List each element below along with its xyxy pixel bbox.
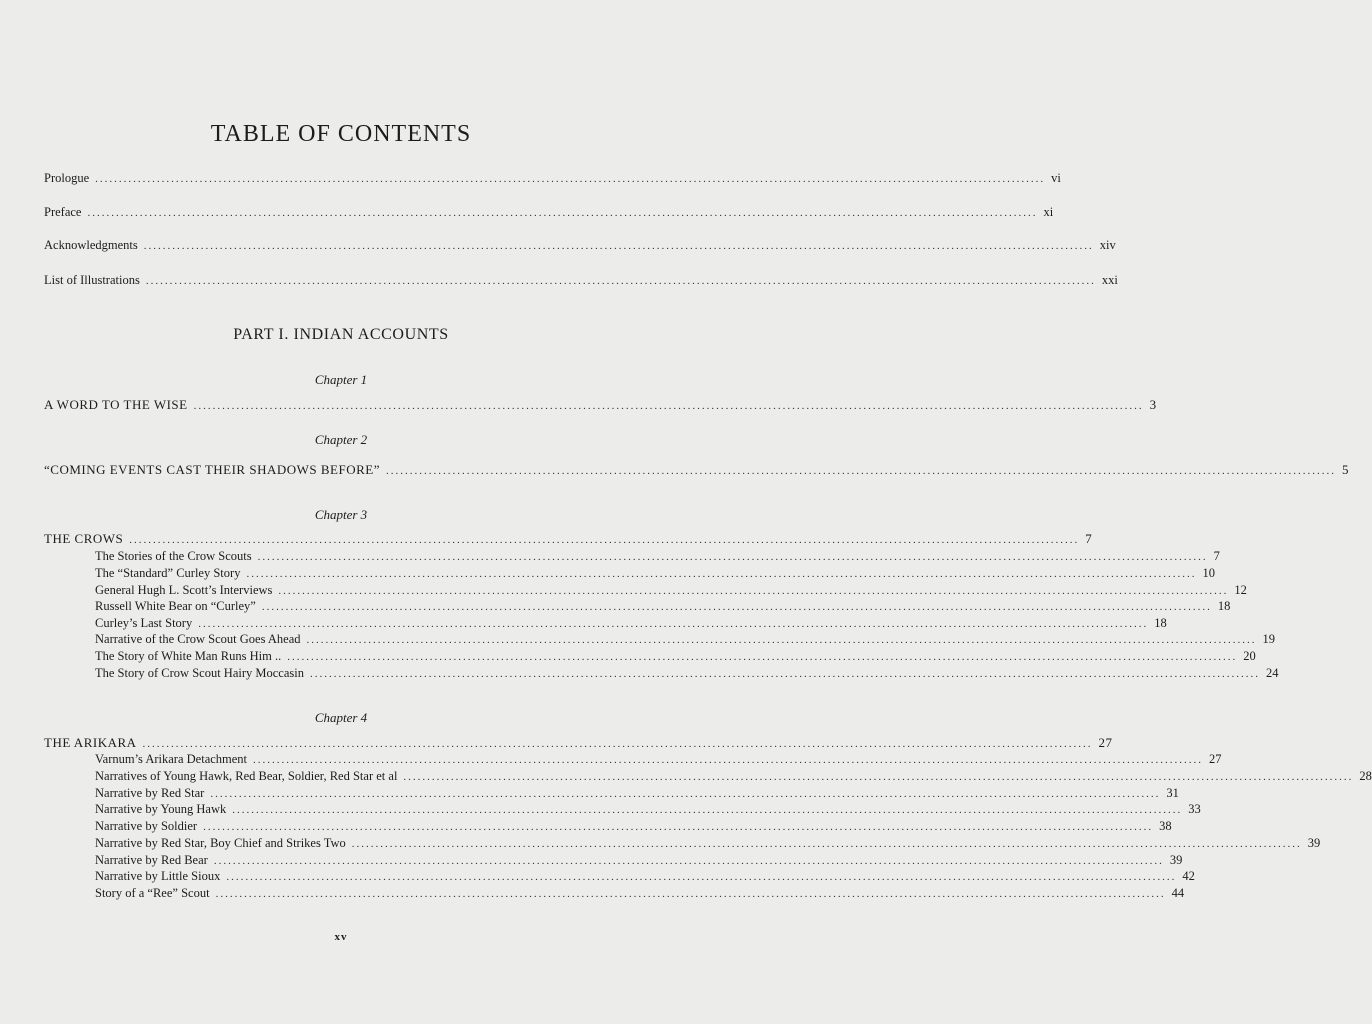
dot-leader: ........................................................................................................................................................................................................ [129, 534, 1080, 546]
toc-subentry [95, 666, 1279, 681]
toc-subentry [95, 786, 1179, 801]
chapter-title-row [44, 531, 1093, 547]
toc-subentry [95, 632, 1275, 647]
entry-label: Story of a “Ree” Scout [95, 886, 210, 900]
entry-page: 27 [1209, 752, 1222, 766]
entry-label: Preface [44, 205, 82, 219]
chapter-title: “COMING EVENTS CAST THEIR SHADOWS BEFORE” [44, 462, 380, 477]
entry-label: Narrative by Little Sioux [95, 869, 221, 883]
entry-label: Narrative by Young Hawk [95, 802, 227, 816]
entry-page: 24 [1266, 666, 1279, 680]
entry-page: 31 [1166, 786, 1179, 800]
entry-label: Narratives of Young Hawk, Red Bear, Soldier, Red Star et al [95, 769, 398, 783]
entry-page: 7 [1213, 549, 1220, 563]
dot-leader: ........................................................................................................................................................................................................ [95, 173, 1046, 185]
entry-page: 42 [1182, 869, 1195, 883]
entry-label: Narrative of the Crow Scout Goes Ahead [95, 632, 301, 646]
entry-label: Varnum’s Arikara Detachment [95, 752, 248, 766]
chapter-title-row [44, 462, 1349, 478]
dot-leader: ........................................................................................................................................................................................................ [215, 888, 1166, 900]
entry-page: xiv [1099, 238, 1116, 252]
entry-page: 19 [1262, 632, 1275, 646]
dot-leader: ........................................................................................................................................................................................................ [87, 207, 1038, 219]
dot-leader: ........................................................................................................................................................................................................ [253, 754, 1204, 766]
toc-subentry [95, 649, 1256, 664]
chapter-title: THE CROWS [44, 531, 124, 546]
dot-leader: ........................................................................................................................................................................................................ [142, 738, 1093, 750]
toc-subentry [95, 802, 1201, 817]
entry-label: Narrative by Red Bear [95, 853, 208, 867]
entry-page: vi [1051, 171, 1061, 185]
dot-leader: ........................................................................................................................................................................................................ [213, 855, 1164, 867]
entry-page: 38 [1159, 819, 1172, 833]
toc-subentry [95, 869, 1195, 884]
dot-leader: ........................................................................................................................................................................................................ [198, 618, 1149, 630]
entry-label: The Stories of the Crow Scouts [95, 549, 252, 563]
chapter-page: 27 [1098, 735, 1113, 750]
page-number: xv [334, 931, 348, 943]
chapter-label: Chapter 3 [314, 507, 368, 522]
dot-leader: ........................................................................................................................................................................................................ [232, 804, 1183, 816]
chapter-page: 5 [1342, 462, 1349, 477]
dot-leader: ........................................................................................................................................................................................................ [261, 601, 1212, 613]
dot-leader: ........................................................................................................................................................................................................ [226, 871, 1177, 883]
entry-page: 44 [1171, 886, 1185, 900]
chapter-title: THE ARIKARA [44, 735, 137, 750]
dot-leader: ........................................................................................................................................................................................................ [278, 585, 1229, 597]
entry-label: Russell White Bear on “Curley” [95, 599, 256, 613]
entry-label: Curley’s Last Story [95, 616, 193, 630]
entry-label: Prologue [44, 171, 90, 185]
toc-subentry [95, 583, 1247, 598]
entry-page: 18 [1217, 599, 1231, 613]
toc-subentry [95, 616, 1167, 631]
toc-entry-preface [44, 205, 1054, 220]
entry-label: General Hugh L. Scott’s Interviews [95, 583, 273, 597]
toc-subentry [95, 599, 1231, 614]
entry-label: Narrative by Soldier [95, 819, 198, 833]
dot-leader: ........................................................................................................................................................................................................ [257, 551, 1208, 563]
chapter-page: 3 [1149, 397, 1157, 412]
dot-leader: ........................................................................................................................................................................................................ [310, 668, 1260, 680]
entry-label: List of Illustrations [44, 273, 140, 287]
toc-subentry [95, 819, 1172, 834]
entry-page: 28 [1359, 769, 1372, 783]
chapter-label: Chapter 1 [314, 372, 368, 387]
toc-subentry [95, 769, 1372, 784]
toc-subentry [95, 549, 1220, 564]
toc-entry-prologue [44, 171, 1061, 186]
entry-page: xi [1043, 205, 1054, 219]
dot-leader: ........................................................................................................................................................................................................ [210, 788, 1161, 800]
entry-label: Acknowledgments [44, 238, 138, 252]
dot-leader: ........................................................................................................................................................................................................ [193, 400, 1144, 412]
toc-entry-acknowledgments [44, 238, 1116, 253]
dot-leader: ........................................................................................................................................................................................................ [403, 771, 1354, 783]
part-heading: PART I. INDIAN ACCOUNTS [233, 326, 449, 343]
dot-leader: ........................................................................................................................................................................................................ [386, 465, 1336, 477]
dot-leader: ........................................................................................................................................................................................................ [287, 651, 1238, 663]
toc-entry-illustrations [44, 273, 1118, 288]
dot-leader: ........................................................................................................................................................................................................ [145, 275, 1096, 287]
entry-label: The Story of White Man Runs Him .. [95, 649, 282, 663]
entry-label: The Story of Crow Scout Hairy Moccasin [95, 666, 304, 680]
chapter-title-row [44, 397, 1157, 413]
toc-subentry [95, 566, 1215, 581]
dot-leader: ........................................................................................................................................................................................................ [143, 240, 1094, 252]
chapter-title-row [44, 735, 1113, 751]
entry-page: 39 [1307, 836, 1321, 850]
entry-label: Narrative by Red Star, Boy Chief and Strikes Two [95, 836, 346, 850]
entry-label: Narrative by Red Star [95, 786, 205, 800]
dot-leader: ........................................................................................................................................................................................................ [351, 838, 1302, 850]
dot-leader: ........................................................................................................................................................................................................ [306, 634, 1257, 646]
entry-page: 20 [1243, 649, 1256, 663]
dot-leader: ........................................................................................................................................................................................................ [246, 568, 1197, 580]
entry-page: 33 [1188, 802, 1201, 816]
toc-subentry [95, 886, 1185, 901]
entry-page: 39 [1169, 853, 1183, 867]
entry-page: 18 [1154, 616, 1167, 630]
entry-label: The “Standard” Curley Story [95, 566, 241, 580]
chapter-title: A WORD TO THE WISE [44, 397, 188, 412]
entry-page: xxi [1101, 273, 1118, 287]
chapter-label: Chapter 2 [314, 432, 368, 447]
toc-subentry [95, 836, 1321, 851]
entry-page: 12 [1234, 583, 1247, 597]
entry-page: 10 [1202, 566, 1215, 580]
dot-leader: ........................................................................................................................................................................................................ [203, 821, 1154, 833]
chapter-page: 7 [1085, 531, 1093, 546]
chapter-label: Chapter 4 [314, 710, 368, 725]
page-title: TABLE OF CONTENTS [210, 121, 472, 147]
toc-subentry [95, 752, 1222, 767]
toc-subentry [95, 853, 1183, 868]
